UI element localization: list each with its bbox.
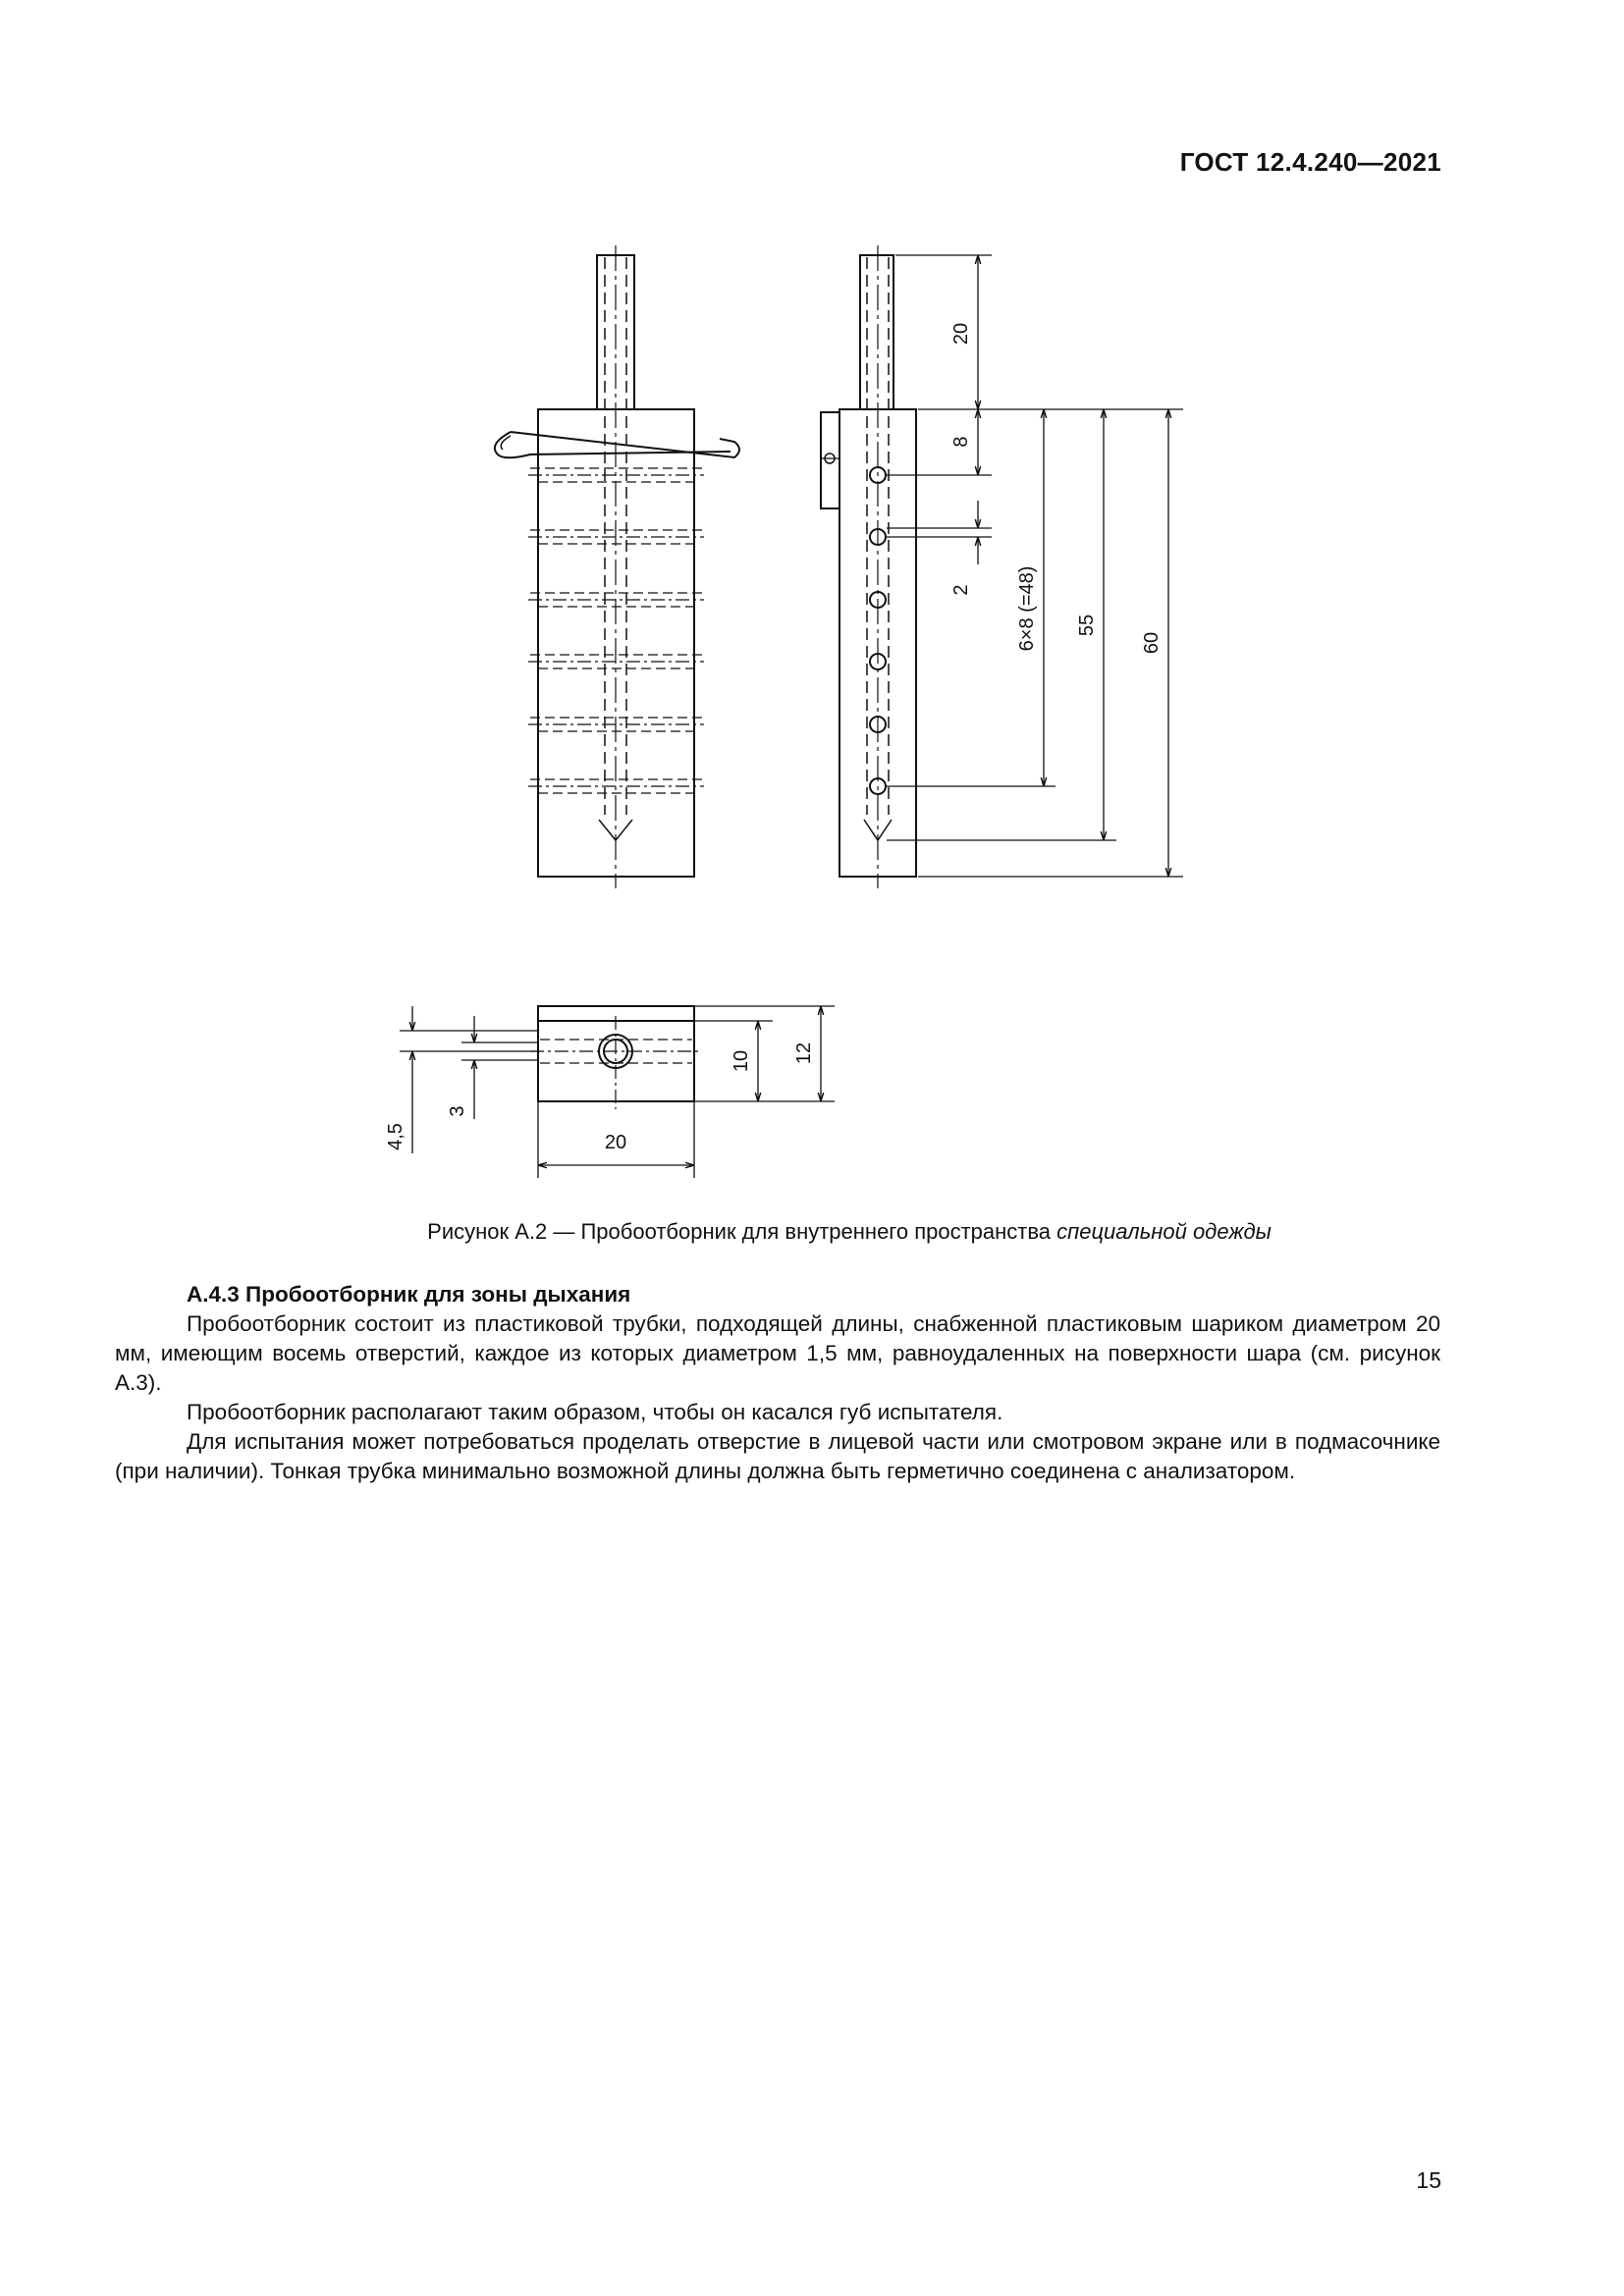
top-view [530,1006,702,1109]
section-heading: А.4.3 Пробоотборник для зоны дыхания [187,1282,631,1307]
dim-tube-length: 20 [950,322,972,346]
section-a43 [115,1280,1440,1486]
page-number: 15 [1416,2167,1441,2193]
dim-offset-3: 3 [447,1105,468,1117]
dim-length-55: 55 [1076,614,1098,637]
document-header: ГОСТ 12.4.240—2021 [1179,147,1441,177]
caption-italic: специальной одежды [1056,1219,1272,1244]
dim-depth-12: 12 [793,1041,815,1065]
dim-offset-45: 4,5 [385,1123,406,1150]
dim-hole-series: 6×8 (=48) [1016,565,1038,652]
paragraph: Пробоотборник состоит из пластиковой трубки, подходящей длины, снабженной пластиковым шариком диаметром 20 мм, имеющим восемь отверстий, каждое из которых диаметром 1,5 мм, равноудаленных на поверхности шара (см. рисунок А.3). [115,1311,1440,1395]
caption-text: Рисунок А.2 — Пробоотборник для внутреннего пространства [427,1219,1057,1244]
dim-first-hole: 8 [950,436,972,448]
paragraph: Для испытания может потребоваться проделать отверстие в лицевой части или смотровом экране или в подмасочнике (при наличии). Тонкая трубка минимально возможной длины должна быть герметично соединена с анализатором. [115,1429,1440,1483]
dim-length-60: 60 [1141,631,1163,655]
paragraph: Пробоотборник располагают таким образом, чтобы он касался губ испытателя. [187,1400,1003,1424]
figure-caption [37,1219,1624,1245]
dim-width-20: 20 [604,1132,627,1153]
side-view [821,245,916,888]
dim-depth-10: 10 [731,1049,752,1073]
side-dimensions [887,255,1183,877]
dim-hole-diameter: 2 [950,584,972,596]
front-view [495,245,739,888]
